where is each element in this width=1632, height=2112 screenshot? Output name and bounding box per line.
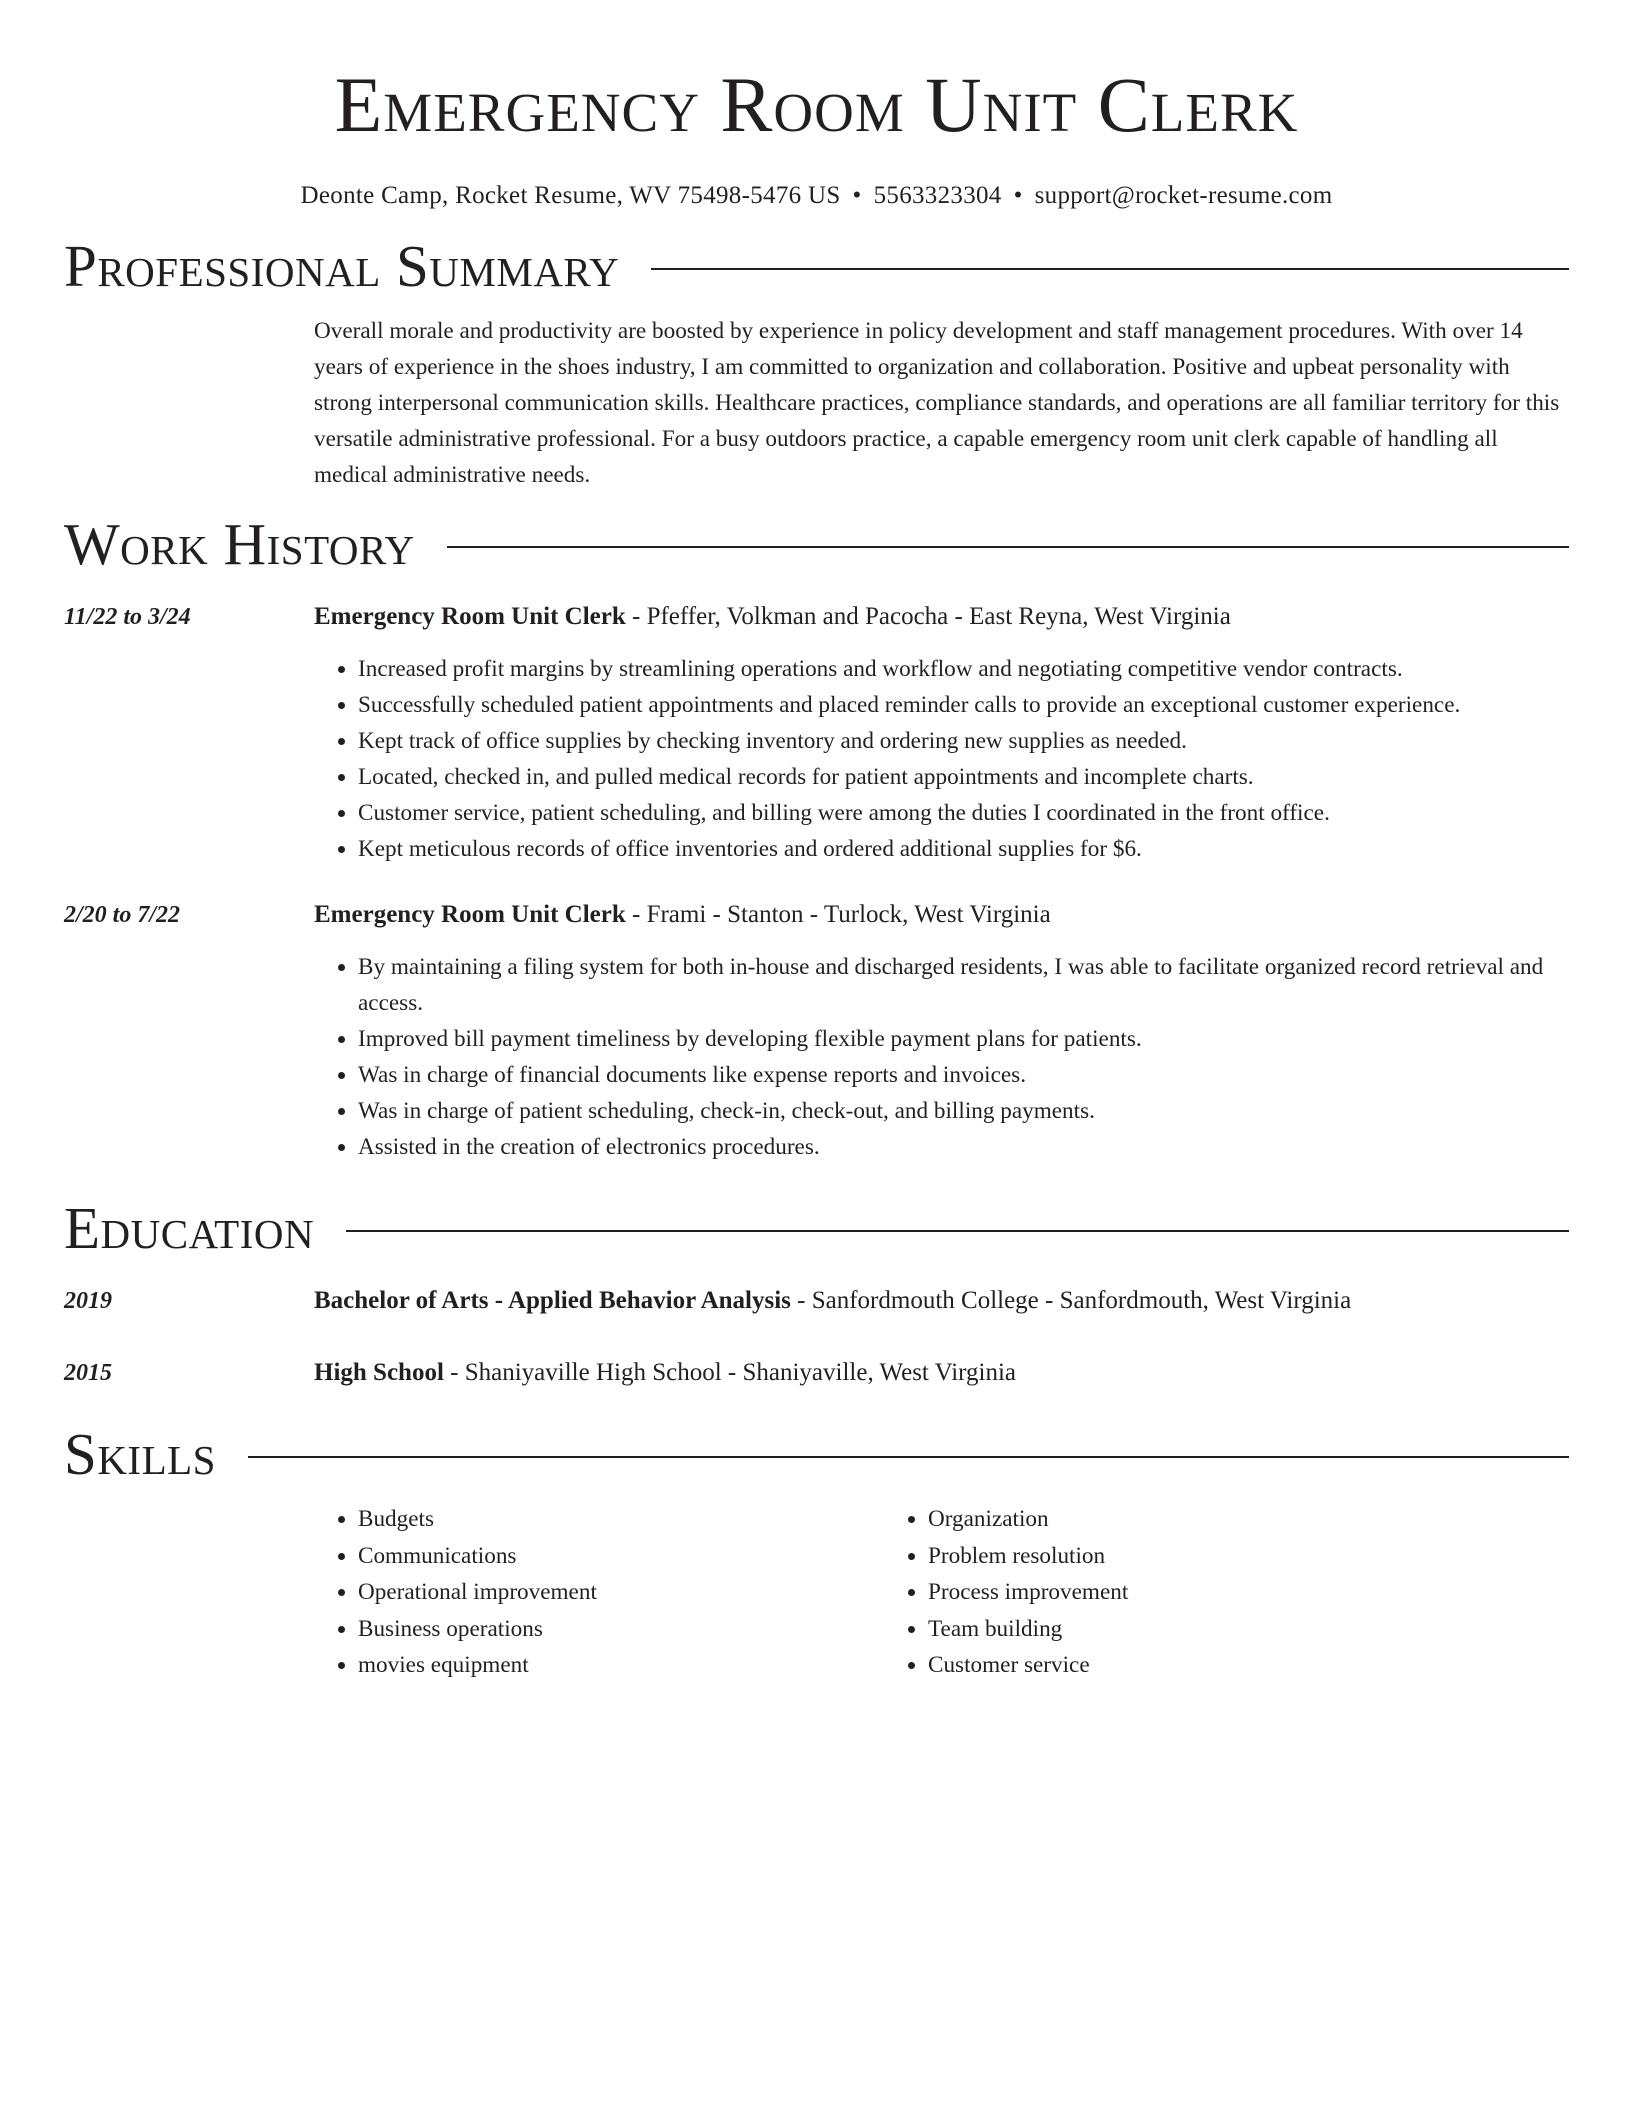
education-entry: [64, 1355, 1569, 1391]
contact-line: [64, 179, 1569, 213]
education-year: 2015: [64, 1360, 112, 1386]
summary-text: Overall morale and productivity are boosted by experience in policy development and staff management procedures. With over 14 years of experience in the shoes industry, I am committed to organization and collaboration. Positive and upbeat personality with strong interpersonal communication skills. Healthcare practices, compliance standards, and operations are all familiar territory for this versatile administrative professional. For a busy outdoors practice, a capable emergency room unit clerk capable of handling all medical administrative needs.: [314, 318, 1560, 488]
education-body: [314, 1355, 1569, 1391]
job-bullets: [314, 651, 1569, 867]
skill-item: • Operational improvement: [358, 1574, 884, 1611]
section-divider: [651, 268, 1569, 270]
job-bullet: • Successfully scheduled patient appointments and placed reminder calls to provide an exceptional customer experience.: [358, 687, 1569, 723]
job-bullet: • Increased profit margins by streamlining operations and workflow and negotiating competitive vendor contracts.: [358, 651, 1569, 687]
skill-item: • Team building: [928, 1611, 1569, 1648]
job-body: [314, 599, 1569, 867]
skill-item: • Business operations: [358, 1611, 884, 1648]
education-degree: Bachelor of Arts - Applied Behavior Analysis: [314, 1287, 791, 1314]
job-bullet: • Was in charge of financial documents like expense reports and invoices.: [358, 1057, 1569, 1093]
skill-item: • movies equipment: [358, 1647, 884, 1684]
job-entry: [64, 897, 1569, 1165]
contact-email: support@rocket-resume.com: [1034, 182, 1333, 209]
job-bullets: [314, 949, 1569, 1165]
job-title: Emergency Room Unit Clerk: [314, 901, 626, 928]
education-details: - Sanfordmouth College - Sanfordmouth, West Virginia: [790, 1287, 1352, 1314]
contact-separator: •: [852, 182, 862, 209]
education-year: 2019: [64, 1288, 112, 1314]
job-dates: 11/22 to 3/24: [64, 604, 191, 630]
job-bullet: • Kept track of office supplies by checking inventory and ordering new supplies as needed.: [358, 723, 1569, 759]
education-details: - Shaniyaville High School - Shaniyaville, West Virginia: [443, 1359, 1017, 1386]
job-bullet: • Located, checked in, and pulled medical records for patient appointments and incomplete charts.: [358, 759, 1569, 795]
work-heading: Work History: [64, 511, 415, 577]
job-bullet: • Customer service, patient scheduling, and billing were among the duties I coordinated in the front office.: [358, 795, 1569, 831]
summary-section-header: [64, 233, 1569, 299]
skill-item: • Process improvement: [928, 1574, 1569, 1611]
contact-separator: •: [1013, 182, 1023, 209]
job-dates: 2/20 to 7/22: [64, 902, 181, 928]
education-section-header: [64, 1195, 1569, 1261]
education-degree: High School: [314, 1359, 444, 1386]
job-title-line: [314, 599, 1569, 635]
skills-list: [314, 1501, 1569, 1684]
skills-column-left: [314, 1501, 884, 1684]
skill-item: • Communications: [358, 1538, 884, 1575]
work-section-header: [64, 511, 1569, 577]
job-bullet: • Improved bill payment timeliness by developing flexible payment plans for patients.: [358, 1021, 1569, 1057]
job-body: [314, 897, 1569, 1165]
skill-item: • Budgets: [358, 1501, 884, 1538]
contact-phone: 5563323304: [873, 182, 1002, 209]
job-bullet: • Assisted in the creation of electronics procedures.: [358, 1129, 1569, 1165]
job-bullet: • Was in charge of patient scheduling, check-in, check-out, and billing payments.: [358, 1093, 1569, 1129]
job-bullet: • By maintaining a filing system for both in-house and discharged residents, I was able to facilitate organized record retrieval and access.: [358, 949, 1569, 1021]
contact-address: Deonte Camp, Rocket Resume, WV 75498-5476 US: [300, 182, 841, 209]
job-title: Emergency Room Unit Clerk: [314, 603, 626, 630]
job-bullet: • Kept meticulous records of office inventories and ordered additional supplies for $6.: [358, 831, 1569, 867]
skill-item: • Organization: [928, 1501, 1569, 1538]
job-details: - Pfeffer, Volkman and Pacocha - East Reyna, West Virginia: [625, 603, 1231, 630]
skills-column-right: [884, 1501, 1569, 1684]
summary-heading: Professional Summary: [64, 233, 620, 299]
job-details: - Frami - Stanton - Turlock, West Virginia: [625, 901, 1051, 928]
job-entry: [64, 599, 1569, 867]
education-entry: [64, 1283, 1569, 1319]
skill-item: • Problem resolution: [928, 1538, 1569, 1575]
job-title-line: [314, 897, 1569, 933]
skills-section-header: [64, 1421, 1569, 1487]
skills-heading: Skills: [64, 1421, 216, 1487]
education-line: [314, 1283, 1569, 1319]
education-heading: Education: [64, 1195, 315, 1261]
resume-title: Emergency Room Unit Clerk: [334, 61, 1299, 148]
education-body: [314, 1283, 1569, 1319]
section-divider: [346, 1230, 1569, 1232]
skill-item: • Customer service: [928, 1647, 1569, 1684]
section-divider: [447, 546, 1569, 548]
education-line: [314, 1355, 1569, 1391]
section-divider: [248, 1456, 1569, 1458]
